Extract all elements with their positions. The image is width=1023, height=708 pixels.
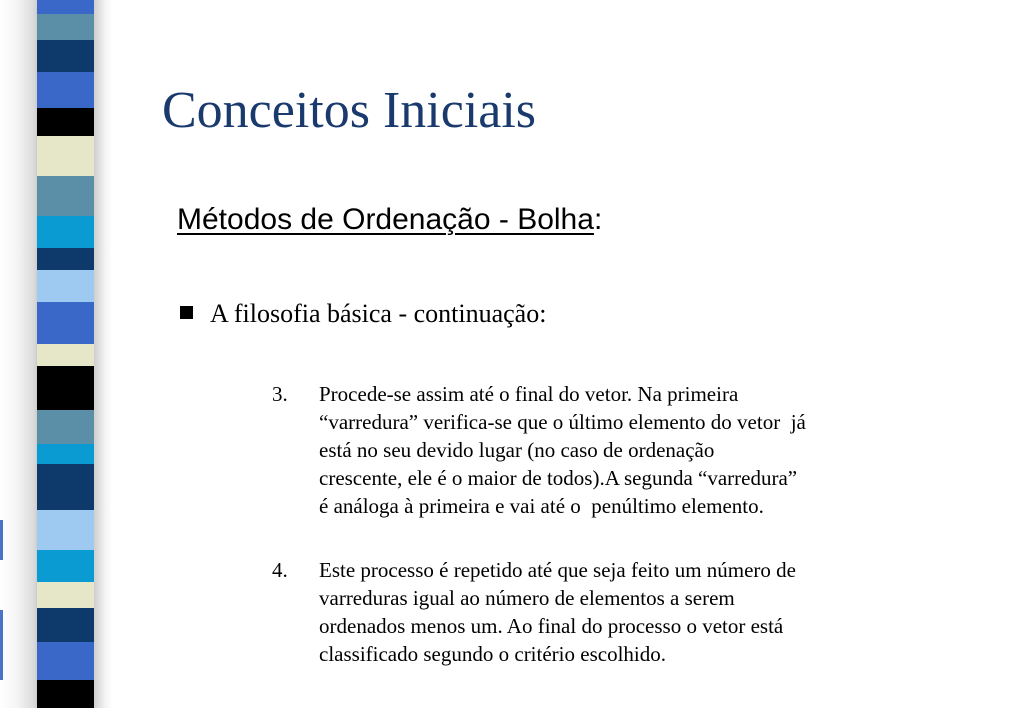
edge-tick — [0, 520, 3, 560]
item-text — [319, 556, 932, 668]
decorative-color-stripe — [37, 0, 94, 708]
item-line: é análoga à primeira e vai até o penúltimo elemento. — [319, 494, 764, 518]
edge-tick — [0, 610, 3, 680]
item-line: está no seu devido lugar (no caso de ordenação — [319, 438, 715, 462]
item-text — [319, 380, 932, 520]
item-line: classificado segundo o critério escolhido. — [319, 642, 666, 666]
item-line: Procede-se assim até o final do vetor. Na primeira — [319, 382, 739, 406]
square-bullet-icon — [180, 306, 193, 319]
stripe-shadow — [94, 0, 112, 708]
item-line: varreduras igual ao número de elementos a serem — [319, 586, 735, 610]
numbered-item-3 — [272, 380, 932, 520]
item-line: ordenados menos um. Ao final do processo o vetor está — [319, 614, 784, 638]
slide-title: Conceitos Iniciais — [162, 82, 537, 139]
numbered-item-4 — [272, 556, 932, 668]
item-line: crescente, ele é o maior de todos).A segunda “varredura” — [319, 466, 798, 490]
bullet-text: A filosofia básica - continuação: — [210, 299, 547, 328]
subtitle-suffix: : — [593, 203, 603, 236]
item-line: “varredura” verifica-se que o último elemento do vetor já — [319, 410, 806, 434]
slide-subtitle — [177, 200, 602, 240]
item-number: 4. — [272, 558, 288, 582]
bullet-item — [180, 296, 546, 332]
item-line: Este processo é repetido até que seja feito um número de — [319, 558, 796, 582]
subtitle-main: Métodos de Ordenação - Bolha — [177, 203, 594, 236]
item-number: 3. — [272, 382, 288, 406]
